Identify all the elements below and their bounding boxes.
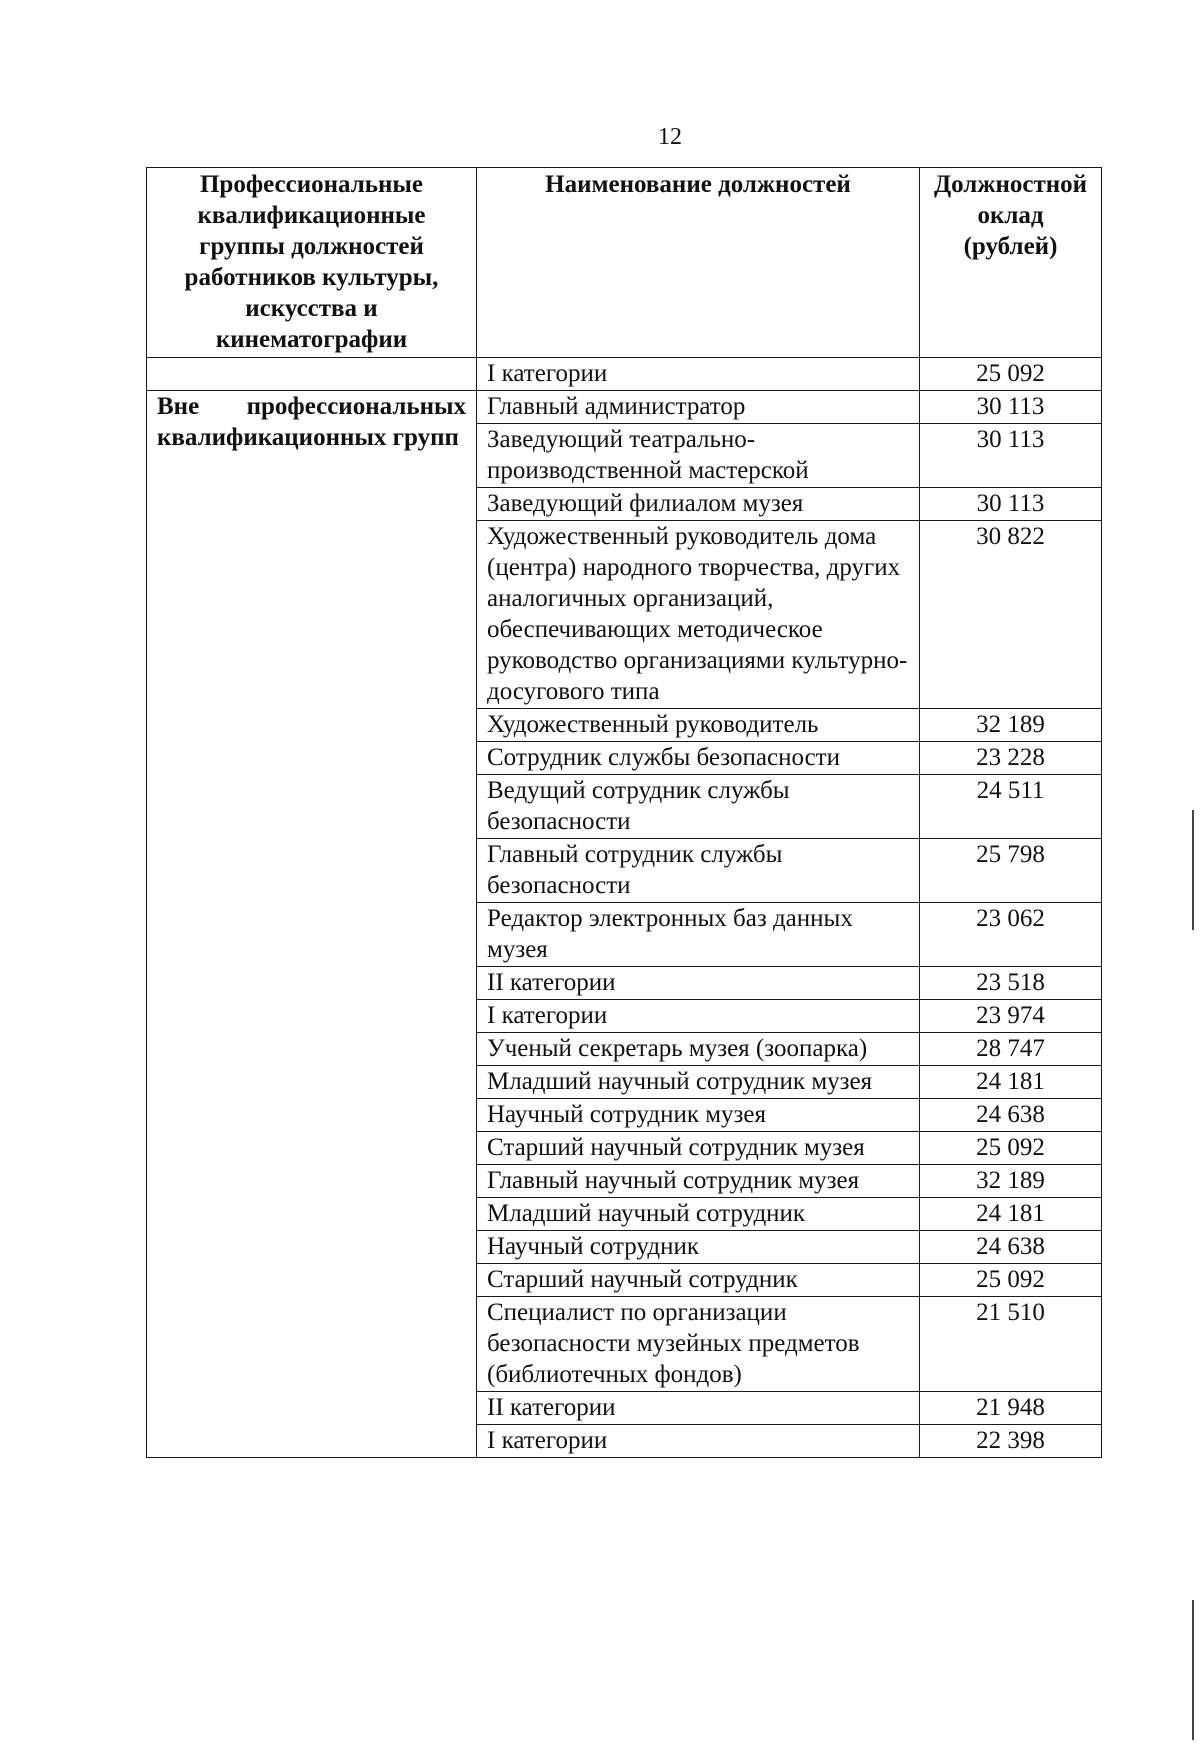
position-name-cell: Научный сотрудник xyxy=(477,1231,920,1264)
position-name-cell: Старший научный сотрудник музея xyxy=(477,1132,920,1165)
position-name-cell: Специалист по организации безопасности музейных предметов (библиотечных фондов) xyxy=(477,1297,920,1392)
salary-cell: 23 974 xyxy=(920,1000,1102,1033)
salary-cell: 32 189 xyxy=(920,709,1102,742)
salary-cell: 30 113 xyxy=(920,424,1102,488)
salary-cell: 23 228 xyxy=(920,742,1102,775)
salary-cell: 30 113 xyxy=(920,488,1102,521)
salary-cell: 28 747 xyxy=(920,1033,1102,1066)
position-name-cell: Главный научный сотрудник музея xyxy=(477,1165,920,1198)
position-name-cell: Редактор электронных баз данных музея xyxy=(477,903,920,967)
salary-cell: 24 638 xyxy=(920,1231,1102,1264)
salary-cell: 25 798 xyxy=(920,839,1102,903)
table-row xyxy=(147,358,1102,391)
page-number: 12 xyxy=(658,124,682,150)
salary-cell: 21 510 xyxy=(920,1297,1102,1392)
position-name-cell: Художественный руководитель xyxy=(477,709,920,742)
position-name-cell: I категории xyxy=(477,358,920,391)
salary-cell: 24 511 xyxy=(920,775,1102,839)
salary-cell: 24 181 xyxy=(920,1066,1102,1099)
scan-edge-mark xyxy=(1192,1600,1194,1740)
position-name-cell: I категории xyxy=(477,1000,920,1033)
position-name-cell: Художественный руководитель дома (центра) народного творчества, других аналогичных организаций, обеспечивающих методическое руководство организациями культурно-досугового типа xyxy=(477,521,920,709)
salary-cell: 25 092 xyxy=(920,358,1102,391)
salary-cell: 32 189 xyxy=(920,1165,1102,1198)
position-name-cell: Научный сотрудник музея xyxy=(477,1099,920,1132)
position-name-cell: Главный сотрудник службы безопасности xyxy=(477,839,920,903)
scan-edge-mark xyxy=(1192,810,1194,930)
position-name-cell: Ученый секретарь музея (зоопарка) xyxy=(477,1033,920,1066)
header-qualification-groups: Профессиональные квалификационные группы должностей работников культуры, искусства и кинематографии xyxy=(147,168,477,358)
group-label: Вне профессиональных квалификационных групп xyxy=(157,393,466,451)
position-name-cell: II категории xyxy=(477,1392,920,1425)
position-name-cell: I категории xyxy=(477,1425,920,1458)
salary-cell: 25 092 xyxy=(920,1132,1102,1165)
salary-cell: 23 062 xyxy=(920,903,1102,967)
table-body xyxy=(147,358,1102,1458)
salary-table xyxy=(146,167,1102,1458)
group-label-cell xyxy=(147,391,477,1458)
header-position-name: Наименование должностей xyxy=(477,168,920,358)
salary-cell: 23 518 xyxy=(920,967,1102,1000)
salary-cell: 24 181 xyxy=(920,1198,1102,1231)
salary-cell: 21 948 xyxy=(920,1392,1102,1425)
group-cell-empty xyxy=(147,358,477,391)
position-name-cell: Главный администратор xyxy=(477,391,920,424)
salary-cell: 24 638 xyxy=(920,1099,1102,1132)
header-salary: Должностной оклад (рублей) xyxy=(920,168,1102,358)
salary-cell: 30 113 xyxy=(920,391,1102,424)
position-name-cell: Заведующий театрально-производственной мастерской xyxy=(477,424,920,488)
table-row xyxy=(147,391,1102,424)
salary-cell: 30 822 xyxy=(920,521,1102,709)
position-name-cell: Заведующий филиалом музея xyxy=(477,488,920,521)
position-name-cell: Младший научный сотрудник музея xyxy=(477,1066,920,1099)
position-name-cell: Старший научный сотрудник xyxy=(477,1264,920,1297)
position-name-cell: Младший научный сотрудник xyxy=(477,1198,920,1231)
table-header-row xyxy=(147,168,1102,358)
salary-cell: 25 092 xyxy=(920,1264,1102,1297)
position-name-cell: Ведущий сотрудник службы безопасности xyxy=(477,775,920,839)
position-name-cell: Сотрудник службы безопасности xyxy=(477,742,920,775)
position-name-cell: II категории xyxy=(477,967,920,1000)
salary-cell: 22 398 xyxy=(920,1425,1102,1458)
